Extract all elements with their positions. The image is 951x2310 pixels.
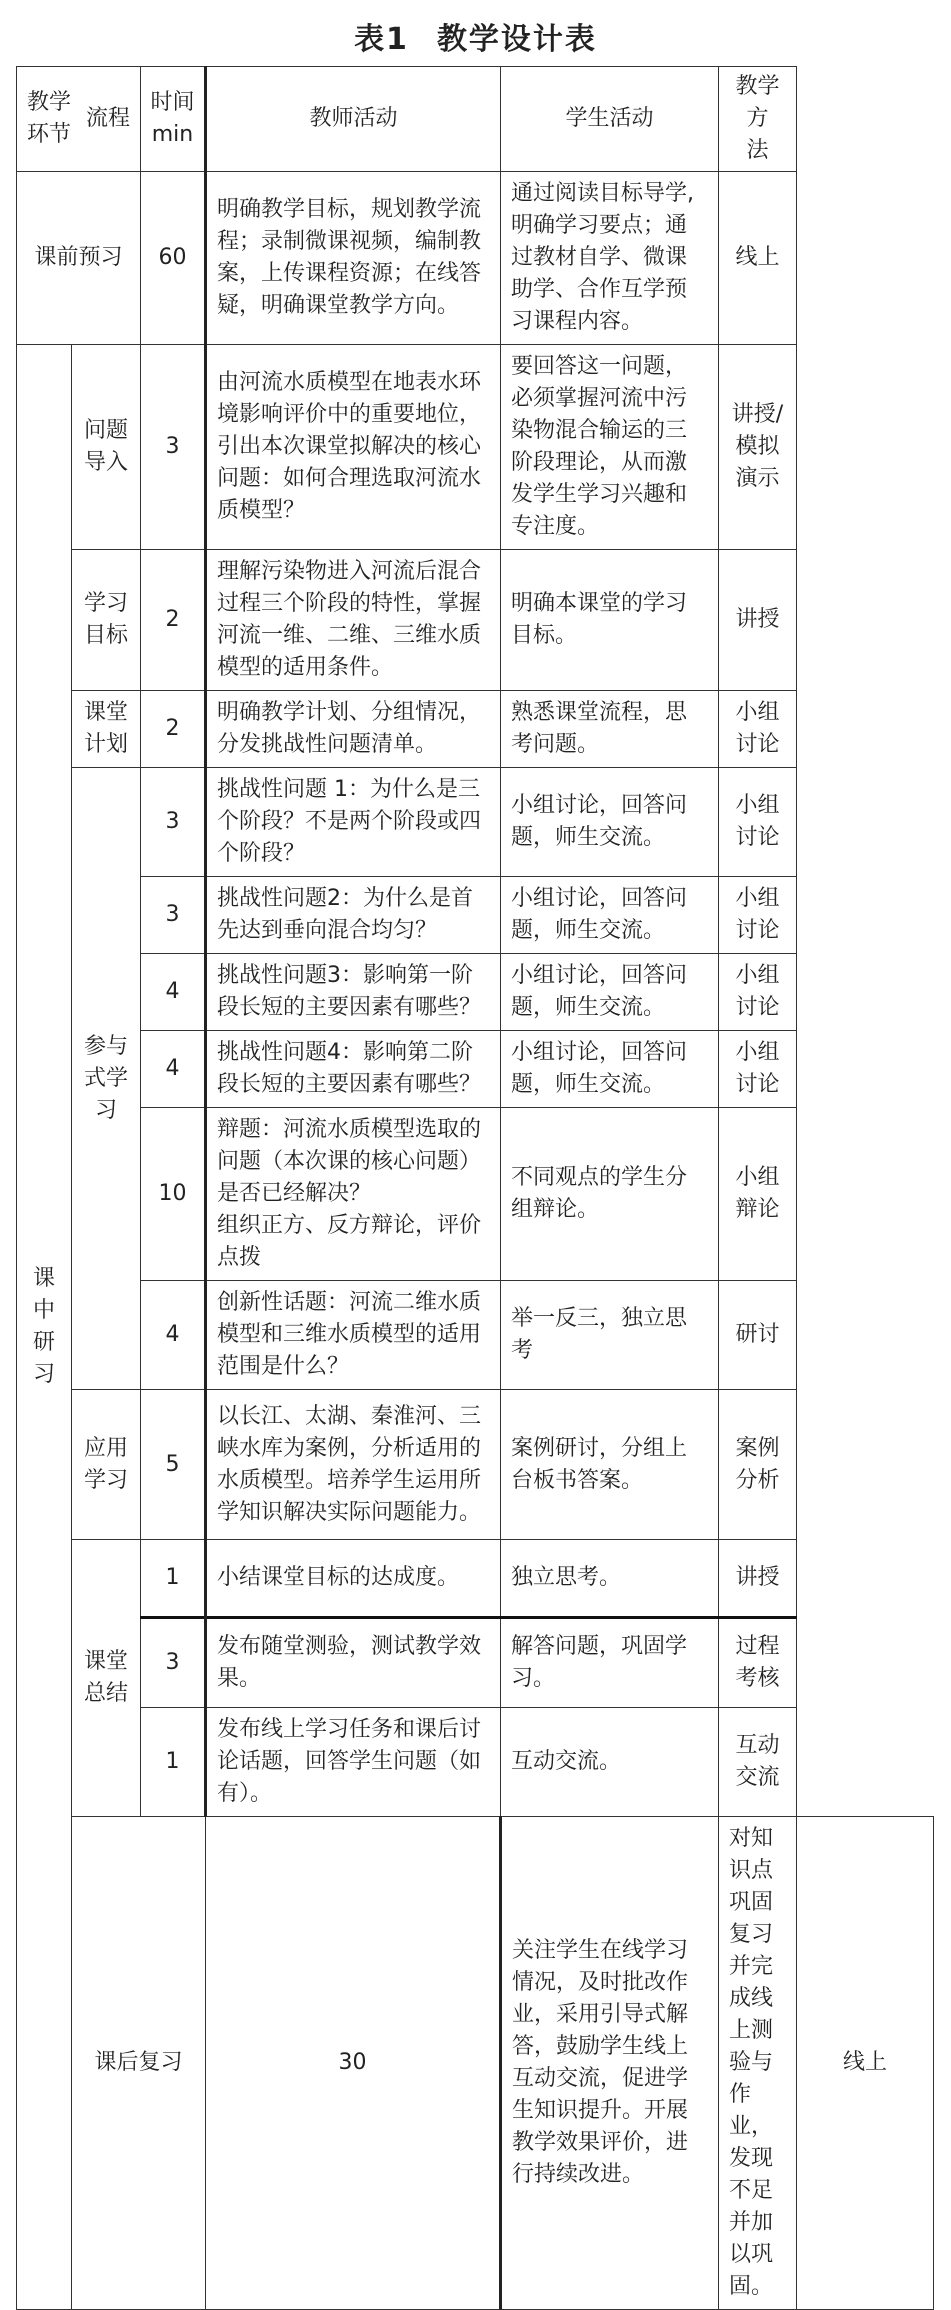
table-row bbox=[17, 954, 934, 1031]
teacher-cell: 理解污染物进入河流后混合过程三个阶段的特性，掌握河流一维、二维、三维水质模型的适用条件。 bbox=[206, 550, 501, 691]
table-row bbox=[17, 550, 934, 691]
method-cell: 线上 bbox=[797, 1817, 934, 2310]
time-cell: 1 bbox=[141, 1708, 206, 1817]
flow-plan-2: 计划 bbox=[83, 732, 128, 757]
table-row bbox=[17, 172, 934, 345]
flow-participatory: 参与式学习 bbox=[72, 768, 141, 1390]
student-cell: 不同观点的学生分组辩论。 bbox=[501, 1108, 719, 1281]
phase-post: 课后复习 bbox=[72, 1817, 206, 2310]
table-row bbox=[17, 1708, 934, 1817]
teacher-cell: 挑战性问题4：影响第二阶段长短的主要因素有哪些？ bbox=[206, 1031, 501, 1108]
table-number: 表1 bbox=[354, 22, 409, 57]
student-cell: 通过阅读目标导学,明确学习要点；通过教材自学、微课助学、合作互学预习课程内容。 bbox=[501, 172, 719, 345]
phase-mid: 课中研习 bbox=[17, 345, 72, 2310]
flow-plan: 课堂 计划 bbox=[72, 691, 141, 768]
method-cell: 小组辩论 bbox=[719, 1108, 797, 1281]
method-cell: 小组讨论 bbox=[719, 691, 797, 768]
student-cell: 举一反三，独立思考 bbox=[501, 1281, 719, 1390]
time-cell: 3 bbox=[141, 768, 206, 877]
student-cell: 要回答这一问题，必须掌握河流中污染物混合输运的三阶段理论，从而激发学生学习兴趣和专注度。 bbox=[501, 345, 719, 550]
header-teacher: 教师活动 bbox=[206, 67, 501, 172]
teacher-cell-line2: 组织正方、反方辩论，评价点拨 bbox=[217, 1213, 482, 1270]
student-cell: 互动交流。 bbox=[501, 1708, 719, 1817]
student-cell: 独立思考。 bbox=[501, 1540, 719, 1618]
table-row bbox=[17, 1817, 934, 2310]
teacher-cell: 发布随堂测验，测试教学效果。 bbox=[206, 1618, 501, 1708]
flow-intro-2: 导入 bbox=[83, 450, 128, 475]
table-row bbox=[17, 1618, 934, 1708]
method-cell: 过程考核 bbox=[719, 1618, 797, 1708]
flow-summary: 课堂 总结 bbox=[72, 1540, 141, 1817]
header-method-2: 法 bbox=[746, 138, 769, 163]
method-cell: 小组讨论 bbox=[719, 768, 797, 877]
time-cell: 30 bbox=[206, 1817, 501, 2310]
teaching-design-table bbox=[16, 66, 934, 2310]
method-cell: 小组讨论 bbox=[719, 1031, 797, 1108]
table-row bbox=[17, 1390, 934, 1540]
header-time: 时间 min bbox=[141, 67, 206, 172]
teacher-cell: 挑战性问题2：为什么是首先达到垂向混合均匀？ bbox=[206, 877, 501, 954]
teacher-cell: 明确教学目标，规划教学流程；录制微课视频，编制教案，上传课程资源；在线答疑，明确课堂教学方向。 bbox=[206, 172, 501, 345]
time-cell: 3 bbox=[141, 877, 206, 954]
method-cell: 线上 bbox=[719, 172, 797, 345]
teacher-cell: 挑战性问题 1：为什么是三个阶段？不是两个阶段或四个阶段？ bbox=[206, 768, 501, 877]
table-row bbox=[17, 1540, 934, 1618]
table-title bbox=[0, 14, 951, 58]
time-cell: 60 bbox=[141, 172, 206, 345]
time-cell: 4 bbox=[141, 1031, 206, 1108]
table-row bbox=[17, 768, 934, 877]
method-cell: 讲授 bbox=[719, 550, 797, 691]
table-row bbox=[17, 691, 934, 768]
method-cell: 小组讨论 bbox=[719, 877, 797, 954]
header-phase-flow bbox=[17, 67, 141, 172]
phase-pre: 课前预习 bbox=[17, 172, 141, 345]
flow-goal: 学习 目标 bbox=[72, 550, 141, 691]
teacher-cell: 发布线上学习任务和课后讨论话题，回答学生问题（如有）。 bbox=[206, 1708, 501, 1817]
time-cell: 4 bbox=[141, 1281, 206, 1390]
header-phase-2: 环节 bbox=[27, 122, 72, 147]
table-row bbox=[17, 1281, 934, 1390]
table-row bbox=[17, 1108, 934, 1281]
table-row bbox=[17, 1031, 934, 1108]
header-method: 教学方 法 bbox=[719, 67, 797, 172]
table-row bbox=[17, 345, 934, 550]
student-cell: 熟悉课堂流程，思考问题。 bbox=[501, 691, 719, 768]
method-cell: 案例分析 bbox=[719, 1390, 797, 1540]
flow-summary-2: 总结 bbox=[83, 1681, 128, 1706]
header-flow: 流程 bbox=[85, 106, 130, 131]
teacher-cell: 辩题：河流水质模型选取的问题（本次课的核心问题）是否已经解决？ 组织正方、反方辩论，评价点拨 bbox=[206, 1108, 501, 1281]
flow-apply: 应用 学习 bbox=[72, 1390, 141, 1540]
header-phase-1: 教学 bbox=[27, 90, 72, 115]
header-row bbox=[17, 67, 934, 172]
flow-apply-2: 学习 bbox=[83, 1467, 128, 1493]
time-cell: 2 bbox=[141, 691, 206, 768]
time-cell: 3 bbox=[141, 345, 206, 550]
student-cell: 小组讨论，回答问题，师生交流。 bbox=[501, 768, 719, 877]
flow-intro: 问题 导入 bbox=[72, 345, 141, 550]
student-cell: 对知识点巩固复习并完成线上测验与作业，发现不足并加以巩固。 bbox=[719, 1817, 797, 2310]
time-cell: 4 bbox=[141, 954, 206, 1031]
time-cell: 1 bbox=[141, 1540, 206, 1618]
time-cell: 3 bbox=[141, 1618, 206, 1708]
table-row bbox=[17, 877, 934, 954]
method-cell: 互动交流 bbox=[719, 1708, 797, 1817]
time-cell: 10 bbox=[141, 1108, 206, 1281]
student-cell: 小组讨论，回答问题，师生交流。 bbox=[501, 1031, 719, 1108]
student-cell: 明确本课堂的学习目标。 bbox=[501, 550, 719, 691]
teacher-cell: 由河流水质模型在地表水环境影响评价中的重要地位，引出本次课堂拟解决的核心问题：如何合理选取河流水质模型？ bbox=[206, 345, 501, 550]
teacher-cell: 创新性话题：河流二维水质模型和三维水质模型的适用范围是什么？ bbox=[206, 1281, 501, 1390]
header-time-unit: min bbox=[151, 122, 194, 147]
method-cell: 讲授/模拟演示 bbox=[719, 345, 797, 550]
teacher-cell: 挑战性问题3：影响第一阶段长短的主要因素有哪些？ bbox=[206, 954, 501, 1031]
method-cell: 讲授 bbox=[719, 1540, 797, 1618]
student-cell: 案例研讨，分组上台板书答案。 bbox=[501, 1390, 719, 1540]
student-cell: 小组讨论，回答问题，师生交流。 bbox=[501, 877, 719, 954]
teacher-cell: 以长江、太湖、秦淮河、三峡水库为案例，分析适用的水质模型。培养学生运用所学知识解决实际问题能力。 bbox=[206, 1390, 501, 1540]
header-student: 学生活动 bbox=[501, 67, 719, 172]
teacher-cell: 明确教学计划、分组情况，分发挑战性问题清单。 bbox=[206, 691, 501, 768]
teacher-cell: 小结课堂目标的达成度。 bbox=[206, 1540, 501, 1618]
time-cell: 5 bbox=[141, 1390, 206, 1540]
method-cell: 小组讨论 bbox=[719, 954, 797, 1031]
teacher-cell: 关注学生在线学习情况，及时批改作业，采用引导式解答，鼓励学生线上互动交流，促进学生知识提升。开展教学效果评价，进行持续改进。 bbox=[501, 1817, 719, 2310]
table-caption: 教学设计表 bbox=[436, 22, 597, 57]
flow-goal-2: 目标 bbox=[83, 623, 128, 648]
student-cell: 解答问题，巩固学习。 bbox=[501, 1618, 719, 1708]
method-cell: 研讨 bbox=[719, 1281, 797, 1390]
time-cell: 2 bbox=[141, 550, 206, 691]
student-cell: 小组讨论，回答问题，师生交流。 bbox=[501, 954, 719, 1031]
